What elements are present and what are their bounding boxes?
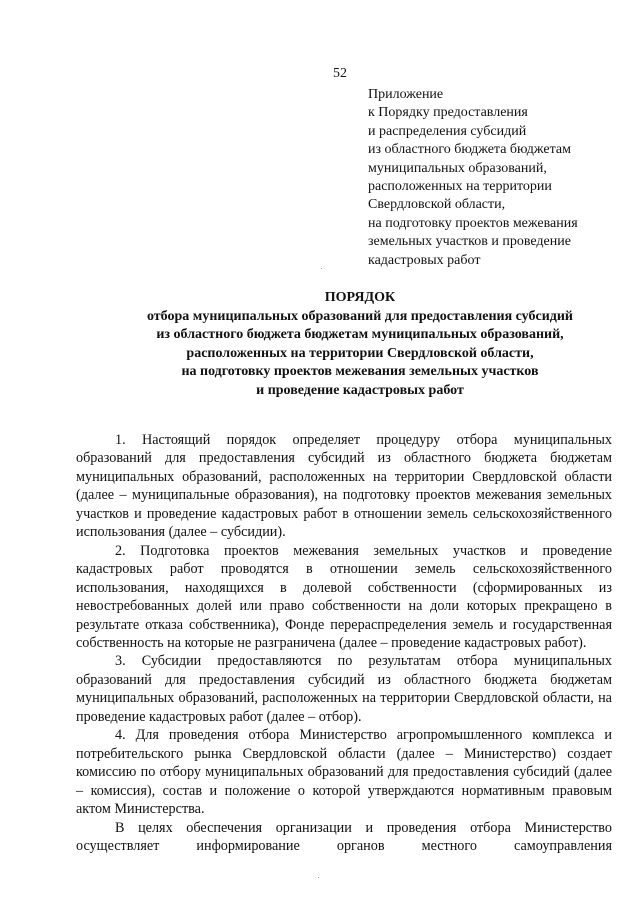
page-number: 52 <box>333 66 347 81</box>
scan-speck <box>321 268 322 269</box>
appendix-line: Приложение <box>368 87 444 102</box>
scan-speck <box>318 877 319 878</box>
appendix-line: к Порядку предоставления <box>368 105 528 121</box>
title-line: расположенных на территории Свердловской области, <box>186 345 534 361</box>
appendix-header <box>368 86 618 270</box>
title-heading: ПОРЯДОК <box>324 290 396 305</box>
title-line: из областного бюджета бюджетам муниципальных образований, <box>156 327 564 343</box>
paragraph-4: 4. Для проведения отбора Министерство агропромышленного комплекса и потребительского рынка Свердловской области (далее – Министерство) создает комиссию по отбору муниципальных образований для предоставления субсидий (далее – комиссия), состав и положение о которой утверждаются нормативным правовым актом Министерства. <box>76 727 612 818</box>
appendix-line: и распределения субсидий <box>368 123 527 139</box>
appendix-line: земельных участков и проведение <box>368 234 571 250</box>
paragraph-3: 3. Субсидии предоставляются по результатам отбора муниципальных образований для предоставления субсидий из областного бюджета бюджетам муниципальных образований, расположенных на территории Свердловской области, на проведение кадастровых работ (далее – отбор). <box>76 653 612 725</box>
title-line: отбора муниципальных образований для предоставления субсидий <box>146 308 573 324</box>
appendix-line: кадастровых работ <box>368 252 481 268</box>
paragraph-5: В целях обеспечения организации и проведения отбора Министерство осуществляет информирование органов местного самоуправления <box>76 819 612 854</box>
paragraph-2: 2. Подготовка проектов межевания земельных участков и проведение кадастровых работ проводятся в отношении земель сельскохозяйственного использования, находящихся в долевой собственности (сформированных из невостребованных долей или право собственности на доли которых прекращено в результате отказа собственника), Фонде перераспределения земель и государственная собственность на которые не разграничена (далее – проведение кадастровых работ). <box>76 542 612 651</box>
appendix-line: из областного бюджета бюджетам <box>368 142 571 158</box>
appendix-line: расположенных на территории <box>368 179 552 195</box>
document-body <box>76 431 612 855</box>
title-line: и проведение кадастровых работ <box>256 382 464 398</box>
paragraph-1: 1. Настоящий порядок определяет процедуру отбора муниципальных образований для предоставления субсидий из областного бюджета бюджетам муниципальных образований, расположенных на территории Свердловской области (далее – муниципальные образования), на подготовку проектов межевания земельных участков и проведение кадастровых работ в отношении земель сельскохозяйственного использования (далее – субсидии). <box>76 432 612 541</box>
appendix-line: муниципальных образований, <box>368 160 547 176</box>
appendix-line: Свердловской области, <box>368 197 506 213</box>
appendix-line: на подготовку проектов межевания <box>368 215 578 231</box>
title-line: на подготовку проектов межевания земельных участков <box>181 364 539 380</box>
document-title <box>100 289 620 401</box>
